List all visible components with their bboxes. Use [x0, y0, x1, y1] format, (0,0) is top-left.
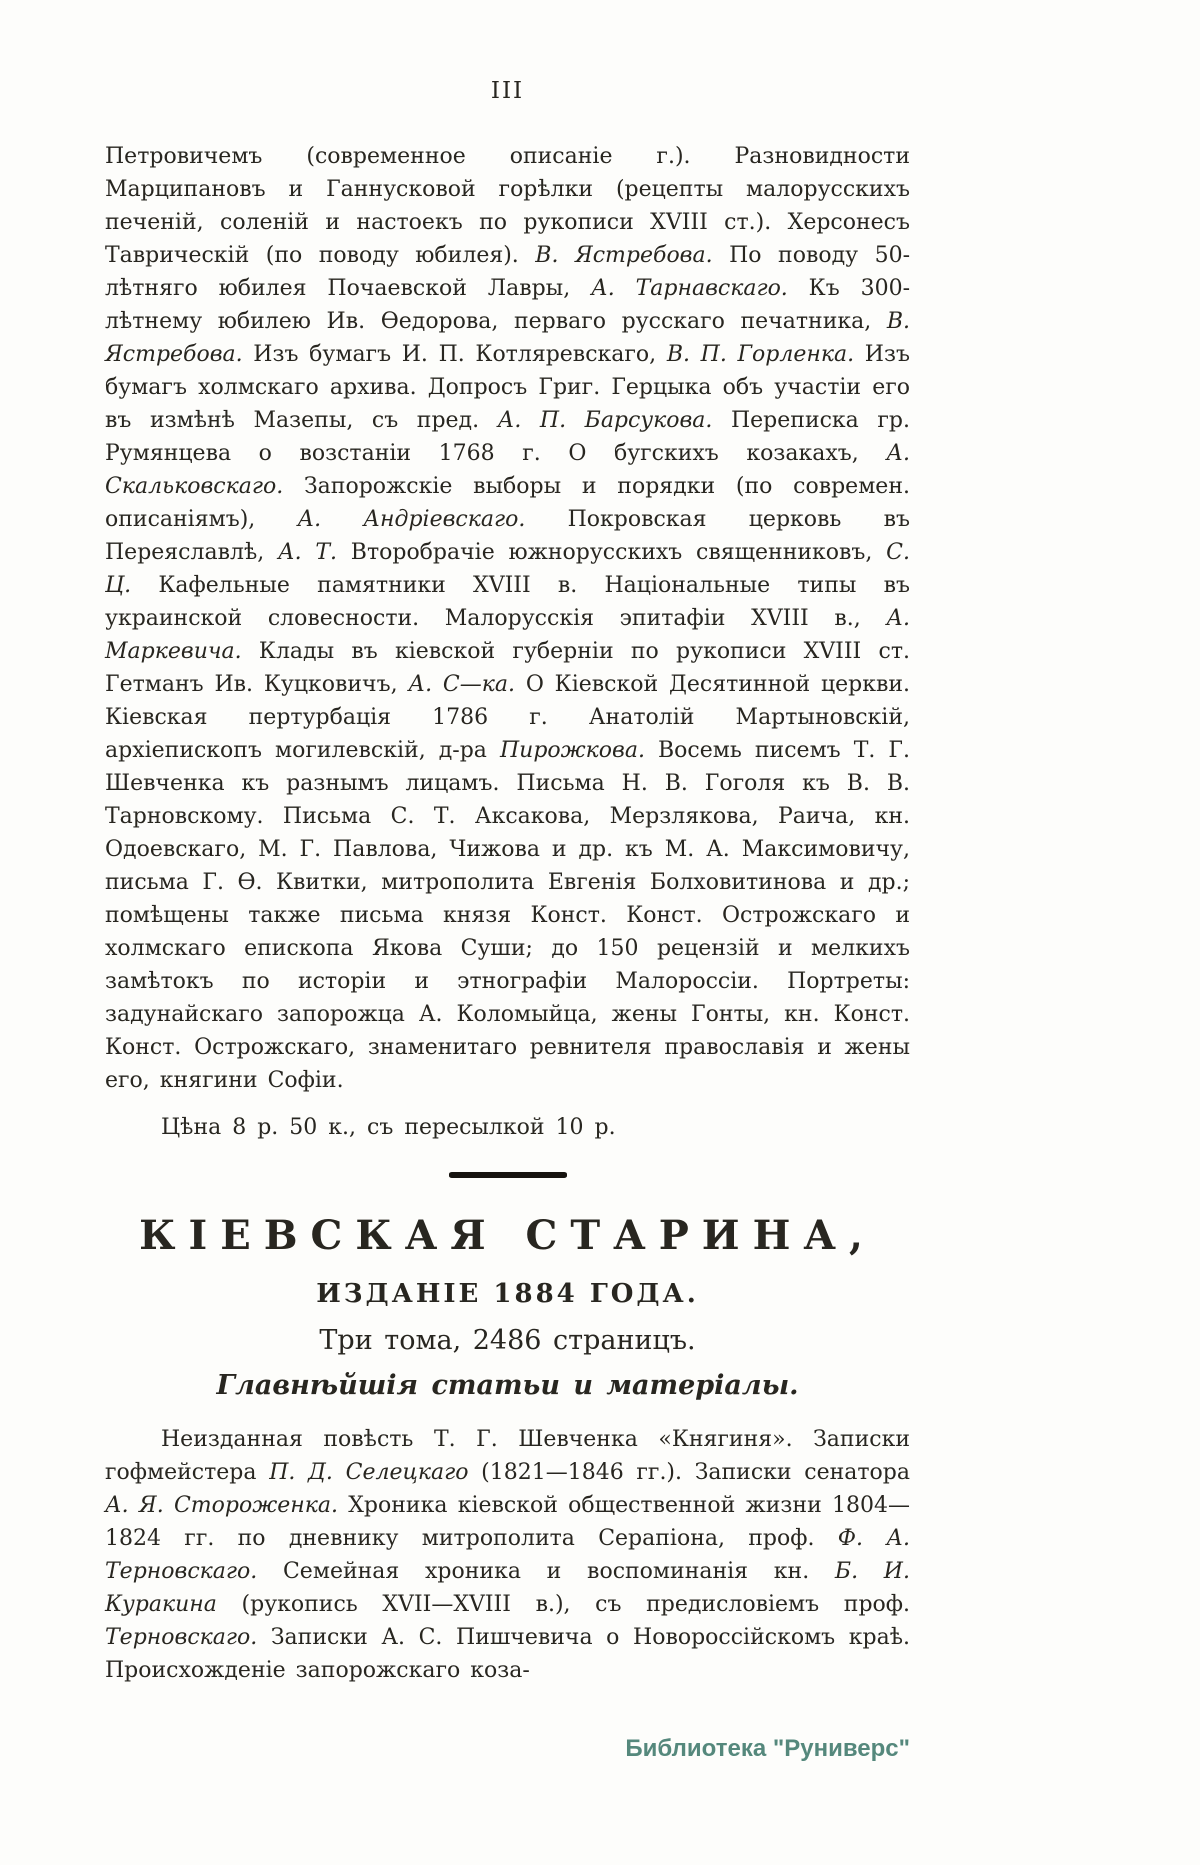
- main-articles-paragraph: Неизданная повѣсть Т. Г. Шевченка «Княгиня». Записки гофмейстера П. Д. Селецкаго (1821—1846 гг.). Записки сенатора А. Я. Стороженка. Хроника кіевской общественной жизни 1804—1824 гг. по дневнику митрополита Серапіона, проф. Ф. А. Терновскаго. Семейная хроника и воспоминанія кн. Б. И. Куракина (рукопись XVII—XVIII в.), съ предисловіемъ проф. Терновскаго. Записки А. С. Пишчевича о Новороссійскомъ краѣ. Происхожденіе запорожскаго коза-: [105, 1427, 910, 1683]
- contents-subtitle: Главнѣйшія статьи и матеріалы.: [216, 1370, 799, 1401]
- volumes-line: Три тома, 2486 страницъ.: [319, 1325, 696, 1356]
- catalog-contents-paragraph: Петровичемъ (современное описаніе г.). Разновидности Марципановъ и Ганнусковой горѣлки (рецепты малорусскихъ печеній, соленій и настоекъ по рукописи XVIII ст.). Херсонесъ Таврическій (по поводу юбилея). В. Ястребова. По поводу 50-лѣтняго юбилея Почаевской Лавры, А. Тарнавскаго. Къ 300-лѣтнему юбилею Ив. Ѳедорова, перваго русскаго печатника, В. Ястребова. Изъ бумагъ И. П. Котляревскаго, В. П. Горленка. Изъ бумагъ холмскаго архива. Допросъ Григ. Герцыка объ участіи его въ измѣнѣ Мазепы, съ пред. А. П. Барсукова. Переписка гр. Румянцева о возстаніи 1768 г. О бугскихъ козакахъ, А. Скальковскаго. Запорожскіе выборы и порядки (по современ. описаніямъ), А. Андріевскаго. Покровская церковь въ Переяславлѣ, А. Т. Второбрачіе южнорусскихъ священниковъ, С. Ц. Кафельные памятники XVIII в. Національные типы въ украинской словесности. Малорусскія эпитафіи XVIII в., А. Маркевича. Клады въ кіевской губерніи по рукописи XVIII ст. Гетманъ Ив. Куцковичъ, А. С—ка. О Кіевской Десятинной церкви. Кіевская пертурбація 1786 г. Анатолій Мартыновскій, архіепископъ могилевскій, д-ра Пирожкова. Восемь писемъ Т. Г. Шевченка къ разнымъ лицамъ. Письма Н. В. Гоголя къ В. В. Тарновскому. Письма С. Т. Аксакова, Мерзлякова, Раича, кн. Одоевскаго, М. Г. Павлова, Чижова и др. къ М. А. Максимовичу, письма Г. Ѳ. Квитки, митрополита Евгенія Болховитинова и др.; помѣщены также письма князя Конст. Конст. Острожскаго и холмскаго епископа Якова Суши; до 150 рецензій и мелкихъ замѣтокъ по исторіи и этнографіи Малороссіи. Портреты: задунайскаго запорожца А. Коломыйца, жены Гонты, кн. Конст. Конст. Острожскаго, знаменитаго ревнителя православія и жены его, княгини Софіи.: [105, 144, 911, 1093]
- text-column: [105, 78, 910, 1763]
- price-line: Цѣна 8 р. 50 к., съ пересылкой 10 р.: [161, 1115, 616, 1140]
- library-watermark: Библиотека "Руниверс": [625, 1735, 910, 1762]
- section-divider-rule: [449, 1172, 567, 1178]
- publication-title: КІЕВСКАЯ СТАРИНА,: [139, 1212, 876, 1259]
- edition-line: ИЗДАНІЕ 1884 ГОДА.: [316, 1279, 699, 1309]
- page-number: III: [490, 78, 525, 104]
